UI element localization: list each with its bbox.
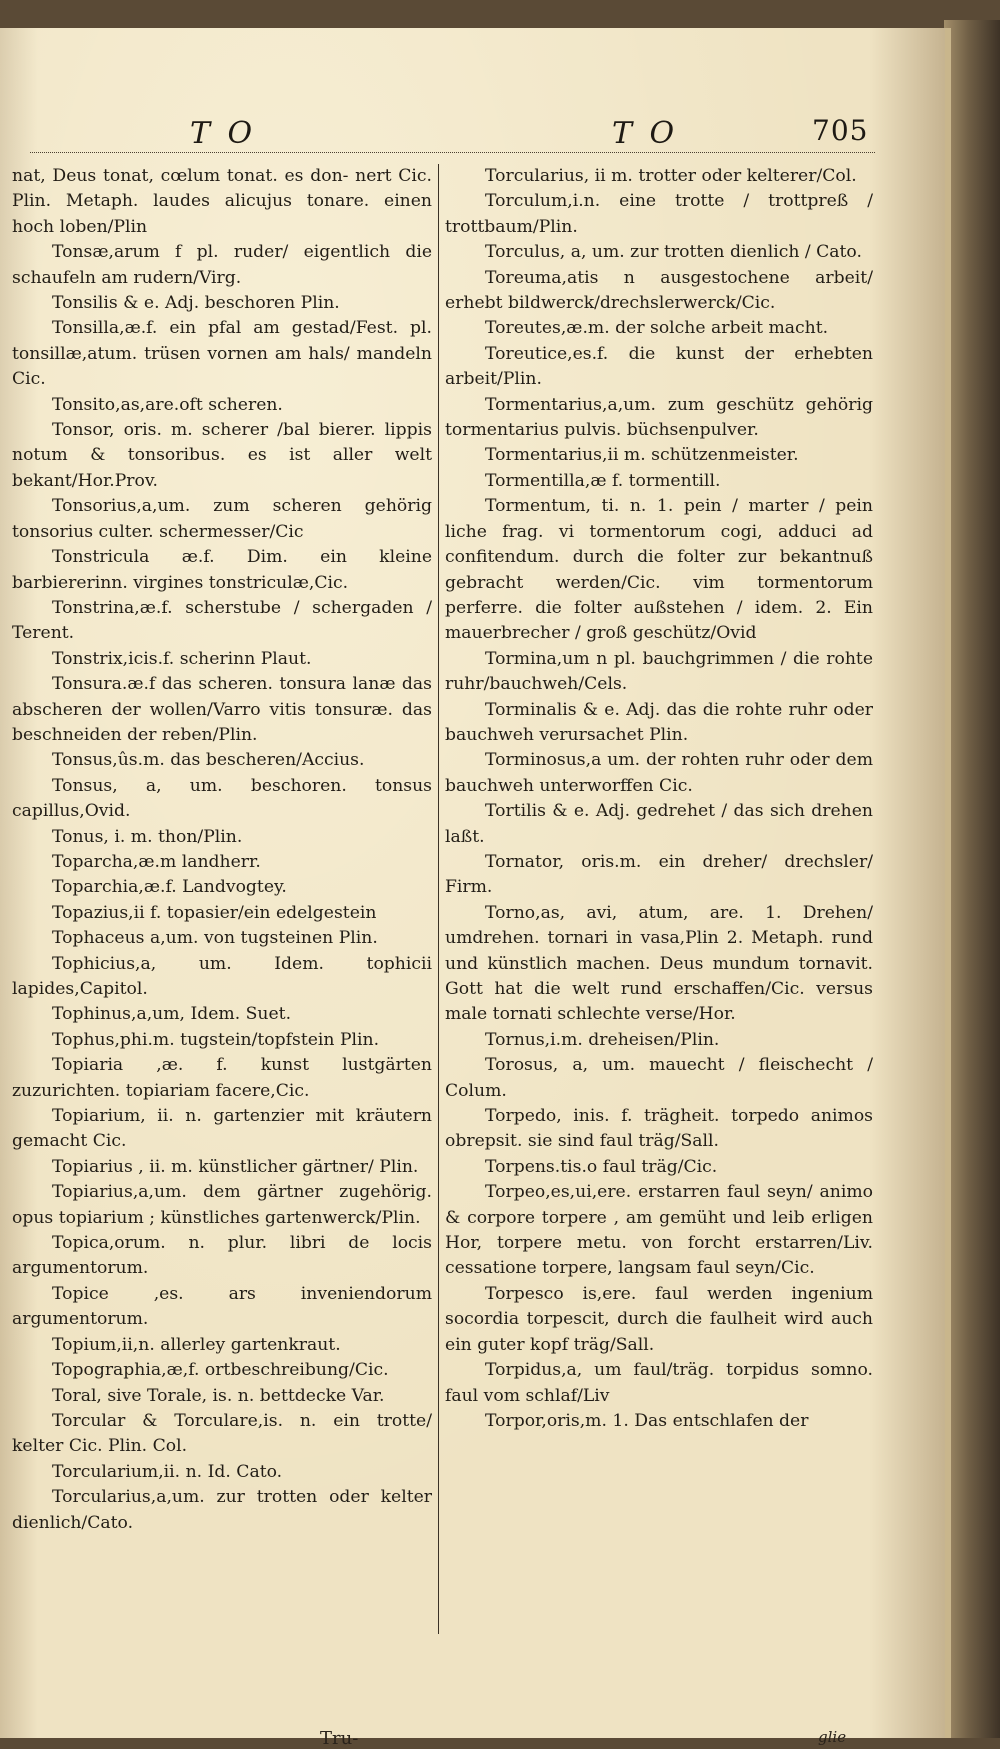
- column-divider: [438, 164, 439, 1634]
- entry: Torcularius, ii m. trotter oder kelterer/Col.: [485, 166, 857, 186]
- entry: Tophinus,a,um, Idem. Suet.: [52, 1004, 292, 1025]
- entry: Topiaria ,æ. f. kunst lustgärten zuzurichten. topiariam facere,Cic.: [12, 1055, 432, 1101]
- entry: Tonstricula æ.f. Dim. ein kleine barbiererinn. virgines tonstriculæ,Cic.: [12, 547, 432, 593]
- entry: Topazius,ii f. topasier/ein edelgestein: [52, 902, 377, 923]
- entry: Torcularium,ii. n. Id. Cato.: [52, 1461, 283, 1482]
- entry: Topiarius , ii. m. künstlicher gärtner/ Plin.: [52, 1156, 419, 1177]
- entry: Tonsor, oris. m. scherer /bal bierer. lippis notum & tonsoribus. es ist aller welt bekant/Hor.Prov.: [12, 420, 432, 491]
- entry: Torpedo, inis. f. trägheit. torpedo animos obrepsit. sie sind faul träg/Sall.: [445, 1106, 873, 1152]
- entry: Tonsito,as,are.oft scheren.: [52, 394, 283, 415]
- right-column: [445, 164, 873, 1434]
- entry: Toreuma,atis n ausgestochene arbeit/ erhebt bildwerck/drechslerwerck/Cic.: [445, 267, 873, 314]
- entry: Torminalis & e. Adj. das die rohte ruhr oder bauchweh verursachet Plin.: [445, 699, 873, 745]
- entry: Tormentilla,æ f. tormentill.: [485, 470, 721, 491]
- entry: Torpeo,es,ui,ere. erstarren faul seyn/ animo & corpore torpere , am gemüht und leib erligen Hor, torpere metu. von forcht erstarren/Liv. cessatione torpere, langsam faul seyn/Cic.: [445, 1182, 873, 1279]
- entry: Tormentarius,ii m. schützenmeister.: [485, 445, 799, 466]
- entry: Tonsilla,æ.f. ein pfal am gestad/Fest. pl. tonsillæ,atum. trüsen vornen am hals/ mandeln Cic.: [12, 318, 432, 390]
- entry: Tonsura.æ.f das scheren. tonsura lanæ das abscheren der wollen/Varro vitis tonsuræ. das beschneiden der reben/Plin.: [12, 674, 432, 745]
- entry: Toparcha,æ.m landherr.: [52, 851, 261, 872]
- entry: Tophaceus a,um. von tugsteinen Plin.: [52, 928, 378, 949]
- entry: Tormentarius,a,um. zum geschütz gehörig tormentarius pulvis. büchsenpulver.: [445, 394, 873, 441]
- entry: Torpesco is,ere. faul werden ingenium socordia torpescit, durch die faulheit wird auch ein guter kopf träg/Sall.: [445, 1283, 873, 1355]
- page-header: [0, 88, 945, 158]
- entry: Topiarius,a,um. dem gärtner zugehörig. opus topiarium ; künstliches gartenwerck/Plin.: [12, 1182, 432, 1228]
- entry: Tornus,i.m. dreheisen/Plin.: [485, 1029, 720, 1050]
- entry: Tonsæ,arum f pl. ruder/ eigentlich die schaufeln am rudern/Virg.: [12, 242, 432, 288]
- dictionary-page: [0, 28, 951, 1749]
- entry: Torpens.tis.o faul träg/Cic.: [485, 1156, 718, 1177]
- entry: Tophus,phi.m. tugstein/topfstein Plin.: [52, 1029, 380, 1050]
- entry: Torcular & Torculare,is. n. ein trotte/ kelter Cic. Plin. Col.: [12, 1410, 432, 1457]
- entry: Tonstrina,æ.f. scherstube / schergaden / Terent.: [12, 597, 432, 644]
- page-number: 705: [812, 114, 869, 147]
- entry: Topice ,es. ars inveniendorum argumentorum.: [12, 1283, 432, 1330]
- entry: Toreutes,æ.m. der solche arbeit macht.: [485, 318, 829, 339]
- right-guide-word: T O: [612, 116, 679, 151]
- entry: Tonus, i. m. thon/Plin.: [52, 826, 243, 847]
- entry: Torculum,i.n. eine trotte / trottpreß / trottbaum/Plin.: [445, 191, 873, 237]
- entry: Tornator, oris.m. ein dreher/ drechsler/ Firm.: [445, 851, 873, 898]
- entry: Toral, sive Torale, is. n. bettdecke Var.: [52, 1385, 385, 1406]
- entry: Toreutice,es.f. die kunst der erhebten arbeit/Plin.: [445, 343, 873, 390]
- entry: Torpor,oris,m. 1. Das entschlafen der: [485, 1410, 809, 1431]
- header-rule: [30, 152, 875, 153]
- entry: Tophicius,a, um. Idem. tophicii lapides,Capitol.: [12, 953, 432, 999]
- entry: Torpidus,a, um faul/träg. torpidus somno. faul vom schlaf/Liv: [445, 1360, 873, 1406]
- left-guide-word: T O: [190, 116, 257, 151]
- entry: Tormentum, ti. n. 1. pein / marter / pein liche frag. vi tormentorum cogi, adduci ad confitendum. durch die folter zur bekantnuß gebracht werden/Cic. vim tormentorum perferre. die folter außstehen / idem. 2. Ein mauerbrecher / groß geschütz/Ovid: [445, 496, 873, 644]
- entry: Tortilis & e. Adj. gedrehet / das sich drehen laßt.: [445, 801, 873, 847]
- entry: Topica,orum. n. plur. libri de locis argumentorum.: [12, 1233, 432, 1279]
- left-column: [12, 164, 432, 1536]
- book-binding: [944, 20, 1000, 1738]
- entry: Torno,as, avi, atum, are. 1. Drehen/ umdrehen. tornari in vasa,Plin 2. Metaph. rund und künstlich machen. Deus mundum tornavit. Gott hat die welt rund erschaffen/Cic. versus male tornati schlechte verse/Hor.: [445, 902, 873, 1025]
- entry: Torculus, a, um. zur trotten dienlich / Cato.: [485, 242, 862, 263]
- entry: Topium,ii,n. allerley gartenkraut.: [52, 1334, 341, 1355]
- entry: Torosus, a, um. mauecht / fleischecht / Colum.: [445, 1055, 873, 1101]
- catchword-left: Tru-: [320, 1728, 359, 1749]
- catchword-right: glie: [818, 1728, 847, 1746]
- entry: Tonstrix,icis.f. scherinn Plaut.: [52, 648, 312, 669]
- entry: Torcularius,a,um. zur trotten oder kelter dienlich/Cato.: [12, 1487, 432, 1533]
- entry: Torminosus,a um. der rohten ruhr oder dem bauchweh unterworffen Cic.: [445, 750, 873, 796]
- entry: Topographia,æ,f. ortbeschreibung/Cic.: [52, 1360, 389, 1381]
- entry: Tonsilis & e. Adj. beschoren Plin.: [52, 293, 340, 314]
- entry: Tonsus, a, um. beschoren. tonsus capillus,Ovid.: [12, 775, 432, 822]
- entry: nat, Deus tonat, cœlum tonat. es don- nert Cic. Plin. Metaph. laudes alicujus tonare. einen hoch loben/Plin: [12, 166, 432, 237]
- entry: Toparchia,æ.f. Landvogtey.: [52, 877, 287, 898]
- entry: Tonsorius,a,um. zum scheren gehörig tonsorius culter. schermesser/Cic: [12, 496, 432, 542]
- entry: Tonsus,ûs.m. das bescheren/Accius.: [52, 750, 365, 771]
- entry: Topiarium, ii. n. gartenzier mit kräutern gemacht Cic.: [12, 1106, 432, 1152]
- entry: Tormina,um n pl. bauchgrimmen / die rohte ruhr/bauchweh/Cels.: [445, 648, 873, 695]
